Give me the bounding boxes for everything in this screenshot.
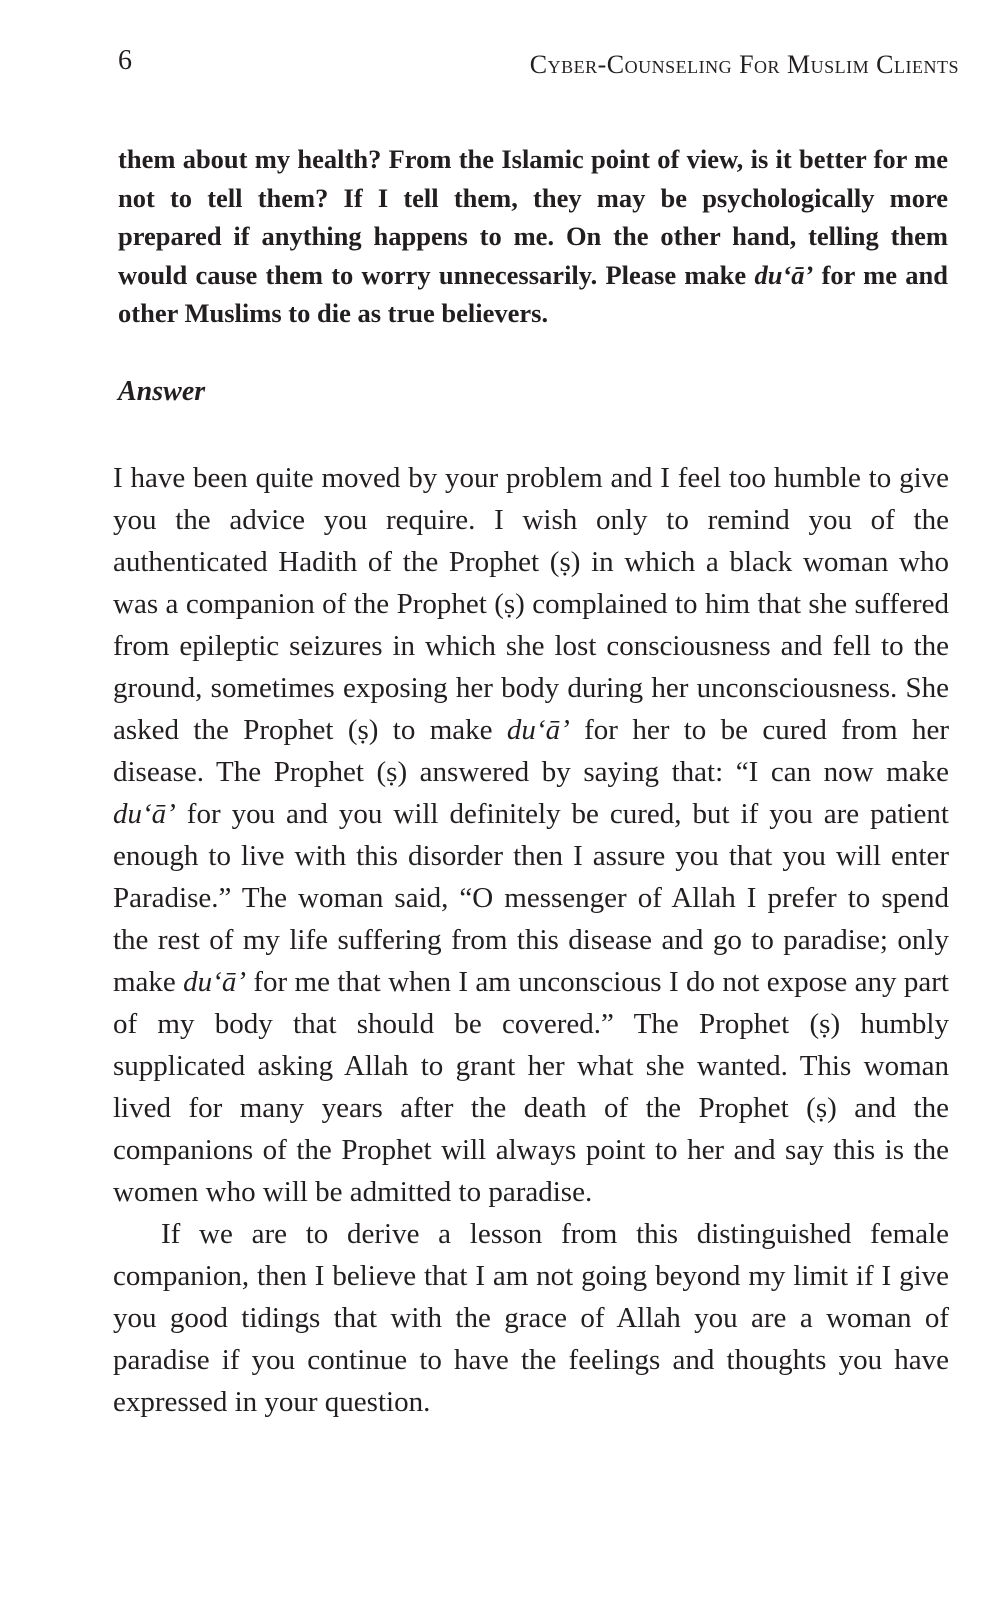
answer-heading: Answer	[118, 376, 206, 407]
dua-term: du‘ā’	[754, 259, 814, 290]
running-head: Cyber-Counseling For Muslim Clients	[529, 50, 959, 79]
page-number: 6	[118, 45, 132, 76]
answer-p1-segment-a: I have been quite moved by your problem and I feel too humble to give you the advice you require. I wish only to remind you of the authenticated Hadith of the Prophet (ṣ) in which a black woman who was a companion of the Prophet (ṣ) complained to him that she suffered from epileptic seizures in which she lost consciousness and fell to the ground, sometimes exposing her body during her unconsciousness. She asked the Prophet (ṣ) to make	[113, 462, 949, 746]
question-text	[118, 140, 948, 333]
answer-paragraph-1	[113, 457, 949, 1213]
answer-body	[113, 457, 949, 1423]
dua-term: du‘ā’	[183, 966, 246, 998]
dua-term: du‘ā’	[506, 714, 570, 746]
answer-p1-segment-b: for her to be cured from her disease. The Prophet (ṣ) answered by saying that: “I can now make	[113, 714, 949, 788]
question-text-part1: them about my health? From the Islamic point of view, is it better for me not to tell them? If I tell them, they may be psychologically more prepared if anything happens to me. On the other hand, telling them would cause them to worry unnecessarily. Please make	[118, 144, 948, 290]
question-paragraph	[118, 140, 948, 333]
answer-p1-segment-c: for you and you will definitely be cured, but if you are patient enough to live with this disorder then I assure you that you will enter Paradise.” The woman said, “O messenger of Allah I prefer to spend the rest of my life suffering from this disease and go to paradise; only make	[113, 798, 949, 998]
question-text-part2: for me and other Muslims to die as true believers.	[118, 259, 948, 328]
dua-term: du‘ā’	[113, 798, 176, 830]
answer-p1-segment-d: for me that when I am unconscious I do not expose any part of my body that should be covered.” The Prophet (ṣ) humbly supplicated asking Allah to grant her what she wanted. This woman lived for many years after the death of the Prophet (ṣ) and the companions of the Prophet will always point to her and say this is the women who will be admitted to paradise.	[113, 966, 949, 1208]
answer-paragraph-2: If we are to derive a lesson from this distinguished female companion, then I believe that I am not going beyond my limit if I give you good tidings that with the grace of Allah you are a woman of paradise if you continue to have the feelings and thoughts you have expressed in your question.	[113, 1218, 949, 1418]
